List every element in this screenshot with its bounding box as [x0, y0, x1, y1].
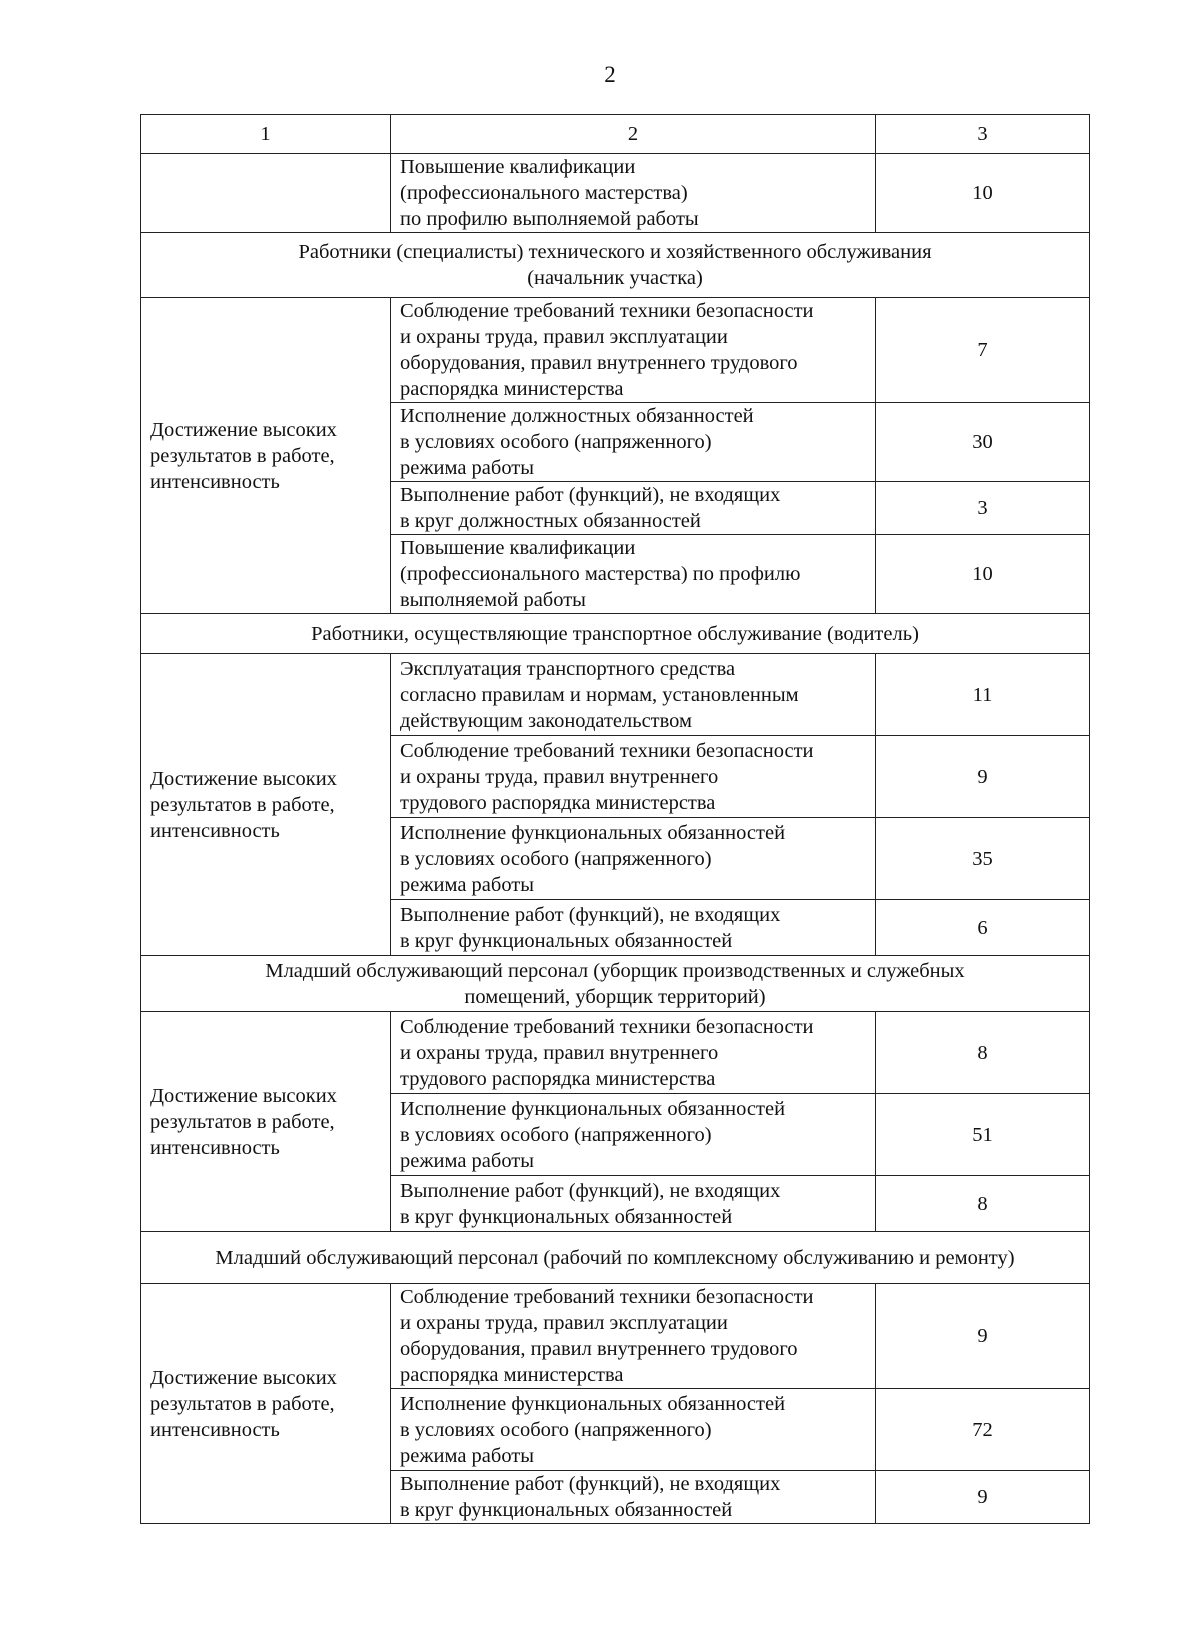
criterion-cell: Исполнение функциональных обязанностей в условиях особого (напряженного) режима работы [391, 1094, 876, 1176]
section-title: Младший обслуживающий персонал (рабочий по комплексному обслуживанию и ремонту) [141, 1232, 1090, 1284]
criterion-cell: Выполнение работ (функций), не входящих в круг функциональных обязанностей [391, 900, 876, 956]
category-cell: Достижение высоких результатов в работе, интенсивность [141, 298, 391, 614]
criterion-cell: Исполнение функциональных обязанностей в условиях особого (напряженного) режима работы [391, 1389, 876, 1471]
category-cell: Достижение высоких результатов в работе, интенсивность [141, 654, 391, 956]
criterion-cell: Исполнение должностных обязанностей в условиях особого (напряженного) режима работы [391, 403, 876, 482]
section-title-row [141, 1232, 1090, 1284]
page-number: 2 [604, 62, 616, 87]
section-title-row [141, 614, 1090, 654]
value-cell: 9 [876, 1284, 1090, 1389]
criterion-cell: Исполнение функциональных обязанностей в условиях особого (напряженного) режима работы [391, 818, 876, 900]
criterion-cell: Повышение квалификации (профессионального мастерства) по профилю выполняемой работы [391, 535, 876, 614]
criterion-cell: Выполнение работ (функций), не входящих в круг функциональных обязанностей [391, 1176, 876, 1232]
criterion-cell: Соблюдение требований техники безопасности и охраны труда, правил эксплуатации оборудования, правил внутреннего трудового распорядка министерства [391, 1284, 876, 1389]
table-row [141, 1012, 1090, 1094]
value-cell: 10 [876, 535, 1090, 614]
section-title: Младший обслуживающий персонал (уборщик производственных и служебных помещений, уборщик территорий) [141, 956, 1090, 1012]
value-cell: 35 [876, 818, 1090, 900]
section-title-row [141, 956, 1090, 1012]
value-cell: 72 [876, 1389, 1090, 1471]
criterion-cell: Эксплуатация транспортного средства согласно правилам и нормам, установленным действующим законодательством [391, 654, 876, 736]
table-row [141, 154, 1090, 233]
value-cell: 3 [876, 482, 1090, 535]
value-cell: 7 [876, 298, 1090, 403]
column-header-3: 3 [876, 115, 1090, 154]
criterion-cell: Выполнение работ (функций), не входящих в круг функциональных обязанностей [391, 1471, 876, 1524]
table-row [141, 654, 1090, 736]
criterion-cell: Повышение квалификации (профессионального мастерства) по профилю выполняемой работы [391, 154, 876, 233]
value-cell: 8 [876, 1012, 1090, 1094]
column-header-1: 1 [141, 115, 391, 154]
criterion-cell: Выполнение работ (функций), не входящих в круг должностных обязанностей [391, 482, 876, 535]
value-cell: 8 [876, 1176, 1090, 1232]
section-title: Работники (специалисты) технического и хозяйственного обслуживания (начальник участка) [141, 233, 1090, 298]
category-cell: Достижение высоких результатов в работе, интенсивность [141, 1012, 391, 1232]
value-cell: 9 [876, 1471, 1090, 1524]
section-title-row [141, 233, 1090, 298]
value-cell: 10 [876, 154, 1090, 233]
table-row [141, 298, 1090, 403]
category-cell: Достижение высоких результатов в работе, интенсивность [141, 1284, 391, 1524]
column-header-2: 2 [391, 115, 876, 154]
value-cell: 9 [876, 736, 1090, 818]
empty-category-cell [141, 154, 391, 233]
criterion-cell: Соблюдение требований техники безопасности и охраны труда, правил внутреннего трудового распорядка министерства [391, 1012, 876, 1094]
criterion-cell: Соблюдение требований техники безопасности и охраны труда, правил эксплуатации оборудования, правил внутреннего трудового распорядка министерства [391, 298, 876, 403]
criterion-cell: Соблюдение требований техники безопасности и охраны труда, правил внутреннего трудового распорядка министерства [391, 736, 876, 818]
value-cell: 11 [876, 654, 1090, 736]
value-cell: 51 [876, 1094, 1090, 1176]
section-title: Работники, осуществляющие транспортное обслуживание (водитель) [141, 614, 1090, 654]
table-row [141, 1284, 1090, 1389]
value-cell: 30 [876, 403, 1090, 482]
criteria-table [140, 114, 1090, 1524]
value-cell: 6 [876, 900, 1090, 956]
table-header-row [141, 115, 1090, 154]
